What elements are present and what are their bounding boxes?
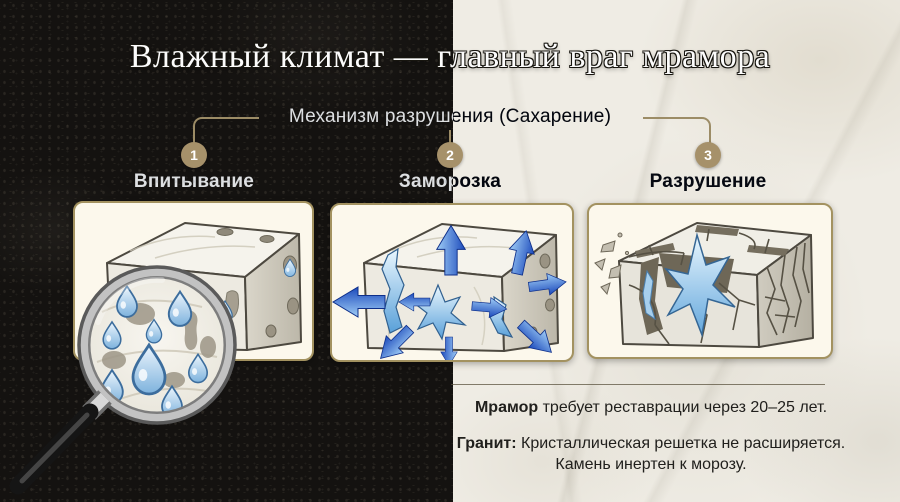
page-title: Влажный климат — главный враг мрамора [129,38,771,75]
marble-term: Мрамор [474,399,539,416]
destruction-illustration [589,205,831,357]
step-3-label: Разрушение [649,171,767,192]
freezing-panel [330,203,574,362]
footer-divider [451,384,825,385]
step-2-badge: 2 [437,142,463,168]
connector-left [193,117,259,147]
footer-notes [451,397,851,476]
destruction-panel [587,203,833,359]
marble-note [451,397,851,419]
cracked-stone-icon [595,223,813,347]
granite-note [451,433,851,476]
granite-term: Гранит: [456,434,517,452]
subtitle: Механизм разрушения (Сахарение) [288,106,612,127]
magnifier-handle [18,397,105,486]
step-1-label: Впитывание [133,171,255,192]
granite-text: Кристаллическая решетка не расширяется. [516,434,846,452]
magnifier-icon [2,252,252,502]
freezing-illustration [332,205,572,360]
marble-text: требует реставрации через 20–25 лет. [538,399,828,416]
step-2-label: Заморозка [398,171,502,192]
granite-text-line2: Камень инертен к морозу. [555,456,747,474]
step-1-badge: 1 [181,142,207,168]
connector-right [643,117,711,147]
step-3-badge: 3 [695,142,721,168]
